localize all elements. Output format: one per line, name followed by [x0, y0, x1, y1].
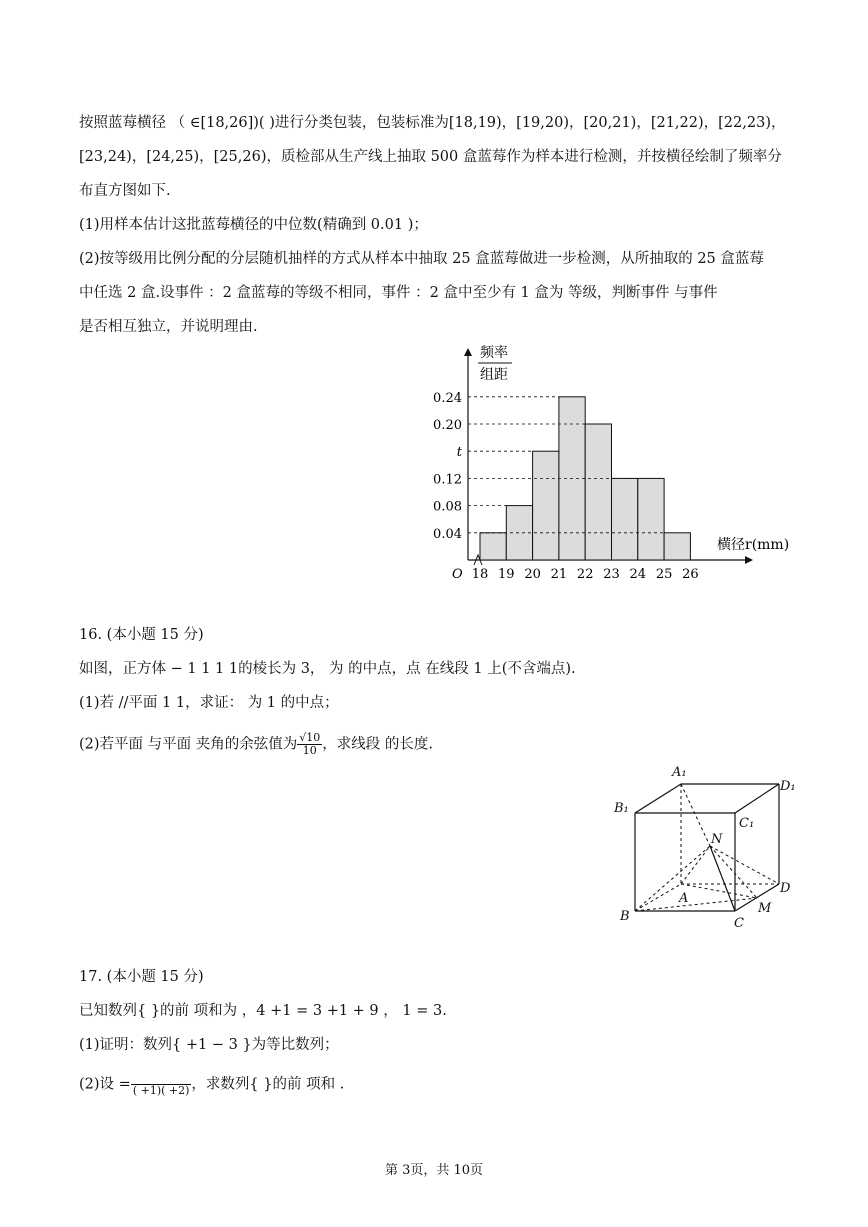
frequency-histogram [420, 340, 820, 590]
cube-label-n: N [711, 832, 723, 847]
y-axis-label-top: 频率 [480, 345, 508, 361]
cosine-numerator: √10 [299, 731, 321, 744]
x-tick-label: 22 [576, 567, 594, 582]
x-axis-label: 横径r(mm) [717, 537, 790, 553]
page-footer: 第 3页，共 10页 [384, 1163, 484, 1178]
histogram-bar [664, 533, 690, 560]
q15-part1: (1)用样本估计这批蓝莓横径的中位数(精确到 0.01 )； [79, 217, 428, 233]
q17-header: 17. (本小题 15 分) [79, 969, 204, 985]
x-tick-label: 24 [629, 567, 647, 582]
y-tick-label: t [456, 445, 462, 461]
cube-label-c: C [734, 916, 744, 931]
x-tick-label: 20 [524, 567, 541, 582]
x-tick-label: 19 [498, 567, 515, 582]
x-tick-label: 21 [550, 567, 568, 582]
origin-label: O [452, 567, 463, 582]
cosine-denominator: 10 [302, 744, 317, 757]
histogram-bar [480, 533, 506, 560]
q15-intro-line3: 布直方图如下. [79, 183, 171, 199]
q17-part2-post: ，求数列{ }的前 项和 . [191, 1076, 345, 1093]
q17-line1: 已知数列{ }的前 项和为 ，4 +1 = 3 +1 + 9 ， 1 = 3. [79, 1003, 447, 1019]
cube-label-m: M [758, 901, 772, 916]
y-tick-label: 0.12 [433, 472, 462, 488]
cube-label-c1: C₁ [739, 816, 755, 831]
bn-fraction [131, 1072, 192, 1097]
y-tick-label: 0.24 [433, 390, 462, 406]
y-tick-label: 0.08 [433, 499, 462, 515]
x-axis-arrow [745, 556, 753, 564]
q15-intro-line2: [23,24)，[24,25)，[25,26)，质检部从生产线上抽取 500 盒蓝莓作为样本进行检测，并按横径绘制了频率分 [79, 149, 782, 165]
histogram-bar [638, 478, 664, 560]
q16-part2-pre: (2)若平面 与平面 夹角的余弦值为 [79, 736, 298, 753]
y-axis-label-bottom: 组距 [480, 367, 508, 383]
x-tick-label: 26 [682, 567, 699, 582]
cube-label-d: D [780, 881, 791, 896]
cube-label-b: B [620, 909, 630, 924]
q16-line1: 如图，正方体 − 1 1 1 1的棱长为 3， 为 的中点，点 在线段 1 上(不含端点). [79, 661, 576, 677]
q16-part2-post: ，求线段 的长度. [322, 736, 433, 753]
q16-part1: (1)若 //平面 1 1，求证： 为 1 的中点； [79, 695, 339, 711]
cube-label-b1: B₁ [614, 801, 629, 816]
q15-part2-line2: 中任选 2 盒.设事件 ：2 盒蓝莓的等级不相同，事件 ：2 盒中至少有 1 盒为 等级，判断事件 与事件 [79, 285, 718, 301]
cube-figure [608, 760, 808, 935]
cube-label-d1: D₁ [780, 779, 796, 794]
x-tick-label: 23 [603, 567, 620, 582]
x-tick-label: 18 [471, 567, 489, 582]
x-tick-label: 25 [655, 567, 673, 582]
q16-part2 [79, 732, 433, 757]
q15-part2-line3: 是否相互独立，并说明理由. [79, 319, 258, 335]
y-tick-label: 0.04 [433, 526, 462, 542]
y-tick-label: 0.20 [433, 418, 462, 433]
histogram-bar [533, 451, 559, 560]
histogram-bar [585, 424, 611, 560]
cube-label-a1: A₁ [672, 765, 687, 780]
q17-part2 [79, 1072, 344, 1097]
q15-part2-line1: (2)按等级用比例分配的分层随机抽样的方式从样本中抽取 25 盒蓝莓做进一步检测，从所抽取的 25 盒蓝莓 [79, 251, 764, 267]
y-axis-arrow [464, 348, 472, 356]
histogram-bar [612, 478, 638, 560]
q16-header: 16. (本小题 15 分) [79, 627, 204, 643]
cube-label-a: A [679, 891, 689, 906]
q17-part1: (1)证明：数列{ +1 − 3 }为等比数列； [79, 1037, 339, 1053]
q17-part2-pre: (2)设 = [79, 1076, 131, 1093]
q15-intro-line1: 按照蓝莓横径 （ ∈[18,26])( )进行分类包装，包装标准为[18,19)，[19,20)，[20,21)，[21,22)，[22,23)， [79, 115, 786, 131]
cosine-fraction [297, 732, 322, 757]
bn-denominator: ( +1)( +2) [132, 1084, 190, 1097]
